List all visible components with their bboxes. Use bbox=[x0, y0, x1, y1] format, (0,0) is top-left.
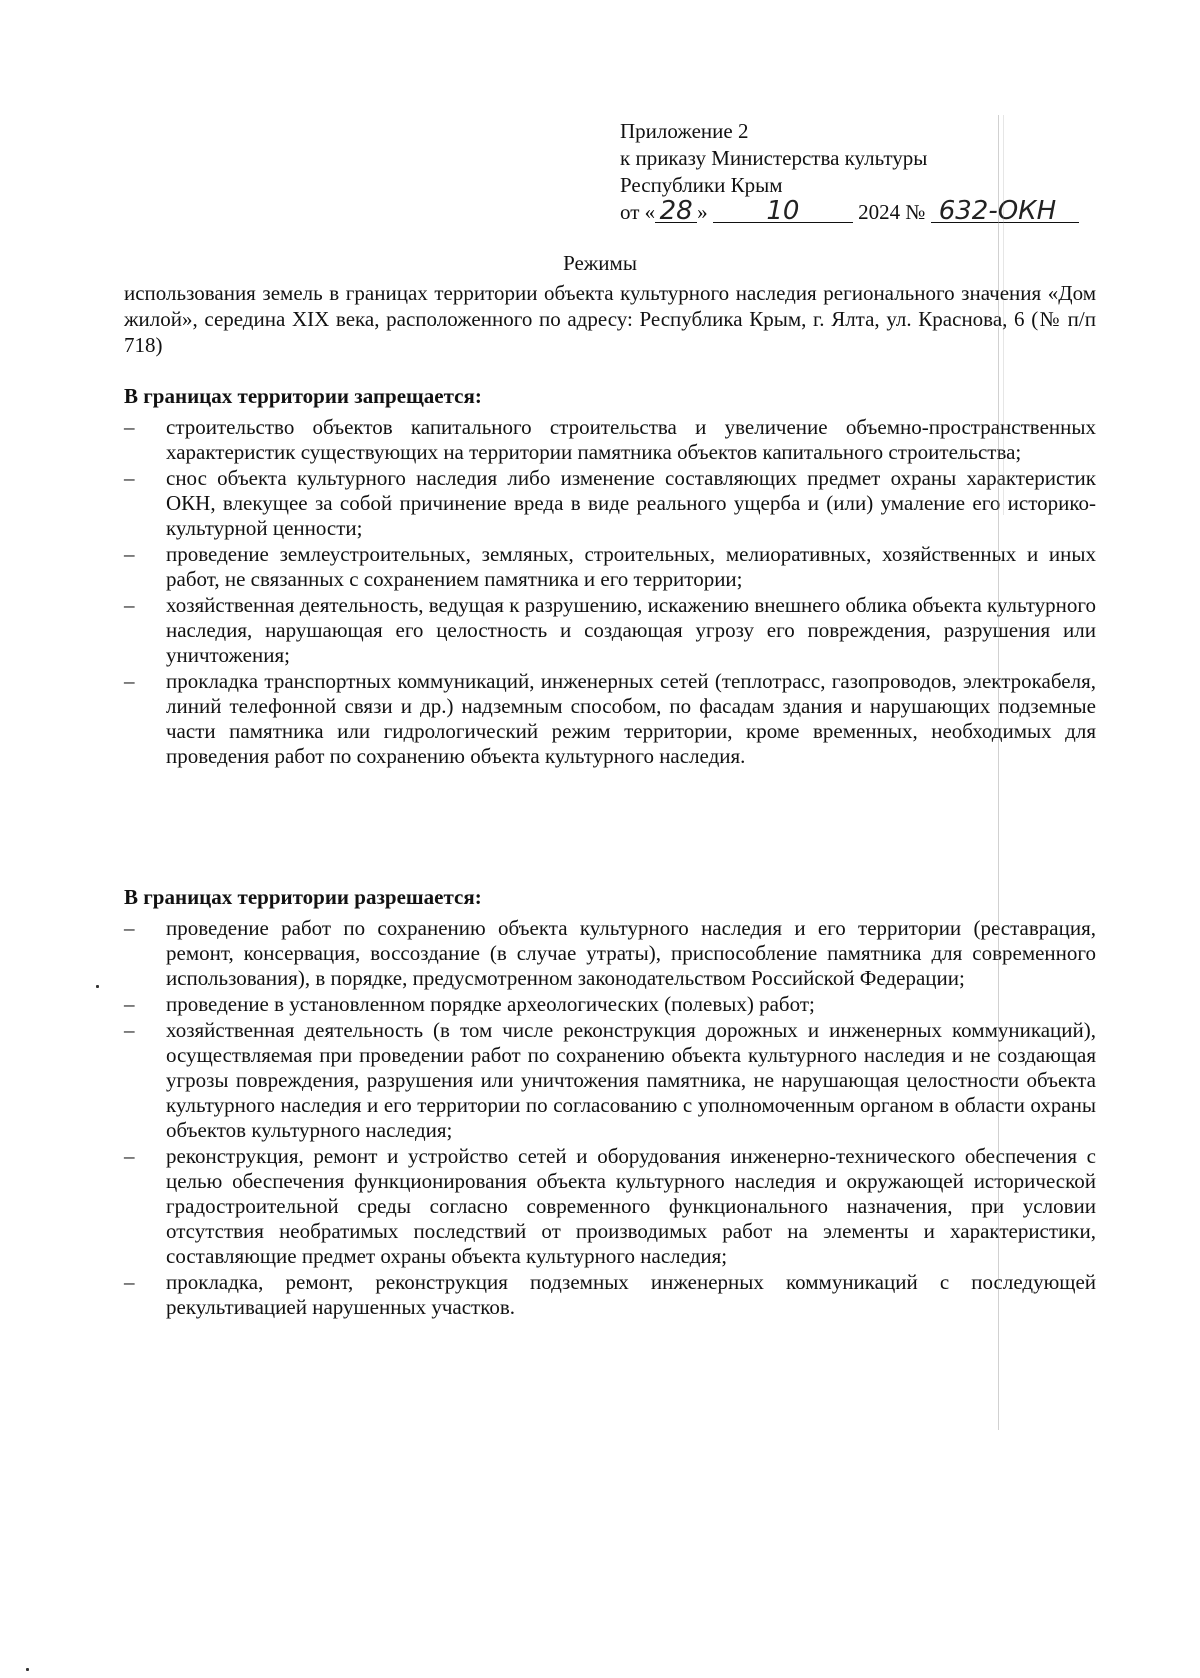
permitted-section bbox=[124, 885, 1096, 1321]
dash-bullet: – bbox=[124, 669, 135, 693]
permitted-heading: В границах территории разрешается: bbox=[124, 885, 482, 909]
list-item bbox=[124, 415, 1096, 465]
order-date-line bbox=[620, 196, 1079, 226]
list-item bbox=[124, 669, 1096, 769]
dash-bullet: – bbox=[124, 1270, 135, 1294]
list-item-text: реконструкция, ремонт и устройство сетей и оборудования инженерно-технического обеспечения с целью обеспечения функционирования объекта культурного наследия и окружающей исторической градостроительной среды согласно современного функционального назначения, при условии отсутствия необратимых последствий от производимых работ на элементы и характеристики, составляющие предмет охраны объекта культурного наследия; bbox=[166, 1144, 1096, 1268]
list-item-text: хозяйственная деятельность (в том числе реконструкция дорожных и инженерных коммуникаций), осуществляемая при проведении работ по сохранению объекта культурного наследия и не создающая угрозы повреждения, разрушения или уничтожения памятника, не нарушающая целостности объекта культурного наследия и его территории по согласованию с уполномоченным органом в области охраны объектов культурного наследия; bbox=[166, 1018, 1096, 1142]
scan-fold-line bbox=[998, 115, 999, 1430]
list-item-text: прокладка, ремонт, реконструкция подземных инженерных коммуникаций с последующей рекультивацией нарушенных участков. bbox=[166, 1270, 1096, 1319]
scan-speck bbox=[96, 985, 99, 988]
appendix-line-2: к приказу Министерства культуры bbox=[620, 146, 928, 170]
list-item bbox=[124, 542, 1096, 592]
document-title: Режимы bbox=[563, 251, 637, 275]
dash-bullet: – bbox=[124, 542, 135, 566]
document-subtitle: использования земель в границах территории объекта культурного наследия регионального значения «Дом жилой», середина XIX века, расположенного по адресу: Республика Крым, г. Ялта, ул. Краснова, 6 (№ п/п 718) bbox=[124, 281, 1096, 357]
list-item-text: хозяйственная деятельность, ведущая к разрушению, искажению внешнего облика объекта культурного наследия, нарушающая его целостность и создающая угрозу его повреждения, разрушения или уничтожения; bbox=[166, 593, 1096, 667]
list-item-text: строительство объектов капитального строительства и увеличение объемно-пространственных характеристик существующих на территории памятника объектов капитального строительства; bbox=[166, 415, 1096, 464]
list-item bbox=[124, 466, 1096, 541]
dash-bullet: – bbox=[124, 916, 135, 940]
list-item-text: проведение землеустроительных, земляных, строительных, мелиоративных, хозяйственных и иных работ, не связанных с сохранением памятника и его территории; bbox=[166, 542, 1096, 591]
dash-bullet: – bbox=[124, 992, 135, 1016]
list-item bbox=[124, 1270, 1096, 1320]
prohibited-heading: В границах территории запрещается: bbox=[124, 384, 482, 408]
dash-bullet: – bbox=[124, 1018, 135, 1042]
dash-bullet: – bbox=[124, 1144, 135, 1168]
handwritten-month: 10 bbox=[713, 200, 853, 223]
list-item-text: снос объекта культурного наследия либо изменение составляющих предмет охраны характеристик ОКН, влекущее за собой причинение вреда в виде реального ущерба и (или) умаление его историко-культурной ценности; bbox=[166, 466, 1096, 540]
dash-bullet: – bbox=[124, 593, 135, 617]
date-prefix: от « bbox=[620, 200, 656, 224]
appendix-line-1: Приложение 2 bbox=[620, 119, 749, 143]
list-item bbox=[124, 1018, 1096, 1143]
appendix-header bbox=[620, 118, 1079, 226]
list-item-text: проведение работ по сохранению объекта культурного наследия и его территории (реставрация, ремонт, консервация, воссоздание (в случае утраты), приспособление памятника для современного использования), в порядке, предусмотренном законодательством Российской Федерации; bbox=[166, 916, 1096, 990]
dash-bullet: – bbox=[124, 466, 135, 490]
list-item bbox=[124, 1144, 1096, 1269]
handwritten-day: 28 bbox=[655, 200, 697, 223]
list-item bbox=[124, 593, 1096, 668]
appendix-line-3: Республики Крым bbox=[620, 173, 783, 197]
list-item bbox=[124, 916, 1096, 991]
list-item-text: прокладка транспортных коммуникаций, инженерных сетей (теплотрасс, газопроводов, электрокабеля, линий телефонной связи и др.) надземным способом, по фасадам здания и нарушающих подземные части памятника или гидрологический режим территории, кроме временных, необходимых для проведения работ по сохранению объекта культурного наследия. bbox=[166, 669, 1096, 768]
prohibited-section bbox=[124, 384, 1096, 770]
dash-bullet: – bbox=[124, 415, 135, 439]
date-close-quote: » bbox=[697, 200, 708, 224]
scan-fold-line bbox=[1003, 115, 1004, 515]
list-item-text: проведение в установленном порядке археологических (полевых) работ; bbox=[166, 992, 815, 1016]
handwritten-order-number: 632-ОКН bbox=[931, 200, 1079, 223]
list-item bbox=[124, 992, 1096, 1017]
scan-speck bbox=[26, 1668, 29, 1671]
date-year: 2024 № bbox=[858, 200, 926, 224]
